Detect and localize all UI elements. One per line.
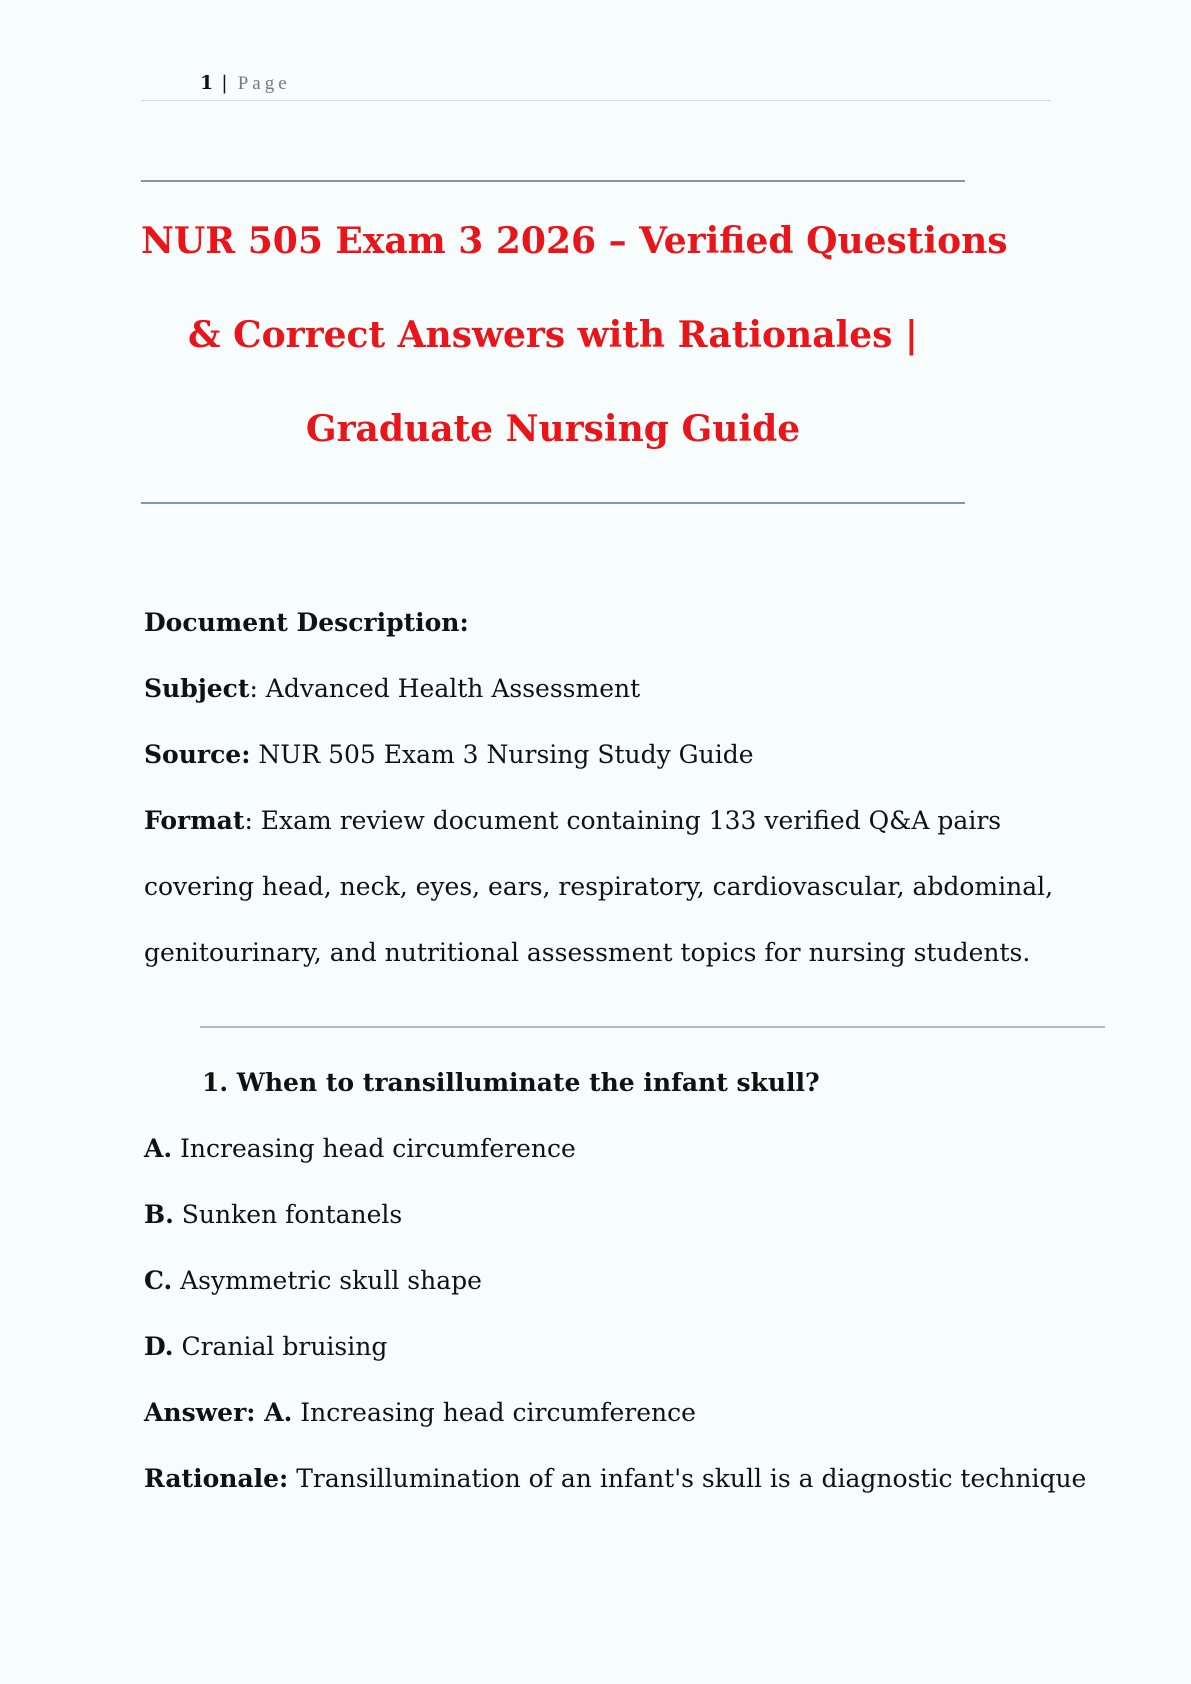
format-line-2: covering head, neck, eyes, ears, respiratory, cardiovascular, abdominal, (144, 872, 1054, 901)
question-text: 1. When to transilluminate the infant skull? (202, 1068, 820, 1097)
document-title (141, 194, 1008, 476)
answer-line (144, 1380, 1064, 1446)
question-block (144, 1050, 1087, 1512)
option-letter: C. (144, 1266, 173, 1295)
format-label: Format (144, 806, 245, 835)
title-rule-bottom (141, 502, 965, 504)
page-separator: | (221, 72, 228, 94)
header-rule (141, 100, 1051, 101)
answer-label: Answer: (144, 1398, 256, 1427)
option-letter: A. (144, 1134, 173, 1163)
option-c (144, 1248, 1064, 1314)
option-a (144, 1116, 1064, 1182)
title-rule-top (141, 180, 965, 182)
section-divider (200, 1026, 1105, 1028)
page-header (200, 72, 291, 95)
rationale-label: Rationale: (144, 1464, 289, 1493)
option-letter: B. (144, 1200, 174, 1229)
title-line-1: NUR 505 Exam 3 2026 – Verified Questions (141, 220, 1008, 262)
option-b (144, 1182, 1064, 1248)
rationale-line (144, 1446, 1087, 1512)
format-line (144, 788, 1064, 854)
source-label: Source: (144, 740, 251, 769)
source-line (144, 722, 1064, 788)
subject-value: : Advanced Health Assessment (249, 674, 641, 703)
rationale-text: Transillumination of an infant's skull is a diagnostic technique (288, 1464, 1087, 1493)
page-word: Page (237, 73, 291, 94)
title-line-3: Graduate Nursing Guide (305, 408, 801, 450)
answer-text: Increasing head circumference (292, 1398, 696, 1427)
option-letter: D. (144, 1332, 174, 1361)
page-number: 1 (200, 72, 214, 94)
answer-letter: A. (255, 1398, 293, 1427)
description-heading: Document Description: (144, 608, 469, 637)
option-text: Increasing head circumference (172, 1134, 576, 1163)
format-value-1: : Exam review document containing 133 verified Q&A pairs (244, 806, 1002, 835)
source-value: NUR 505 Exam 3 Nursing Study Guide (250, 740, 754, 769)
format-line-3: genitourinary, and nutritional assessment topics for nursing students. (144, 938, 1031, 967)
title-line-2: & Correct Answers with Rationales | (187, 314, 919, 356)
option-text: Asymmetric skull shape (172, 1266, 482, 1295)
option-text: Sunken fontanels (173, 1200, 403, 1229)
subject-line (144, 656, 1064, 722)
document-description (144, 590, 1064, 986)
option-text: Cranial bruising (173, 1332, 388, 1361)
subject-label: Subject (144, 674, 250, 703)
option-d (144, 1314, 1064, 1380)
